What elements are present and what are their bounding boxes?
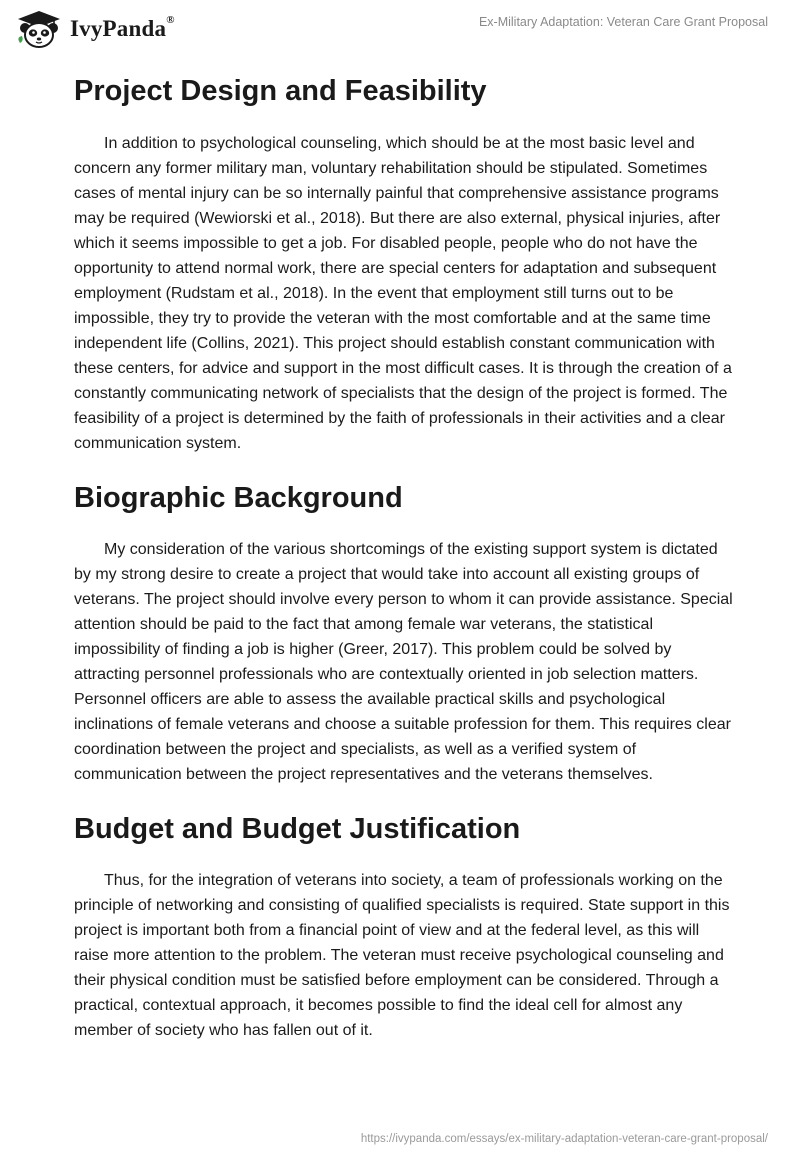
section-budget-justification: [74, 810, 734, 1043]
page-header: [0, 0, 800, 60]
section-heading: Project Design and Feasibility: [74, 75, 487, 107]
section-paragraph: In addition to psychological counseling, which should be at the most basic level and concern any former military man, voluntary rehabilitation should be stipulated. Sometimes cases of mental injury can be so internally painful that comprehensive assistance programs may be required (Wewiorski et al., 2018). But there are also external, physical injuries, after which it seems impossible to get a job. For disabled people, people who do not have the opportunity to attend normal work, there are special centers for adaptation and subsequent employment (Rudstam et al., 2018). In the event that employment still turns out to be impossible, they try to provide the veteran with the most comfortable and at the same time independent life (Collins, 2021). This project should establish constant communication with these centers, for advice and support in the most difficult cases. It is through the creation of a constantly communicating network of specialists that the design of the project is formed. The feasibility of a project is determined by the faith of professionals in their activities and a clear communication system.: [74, 135, 732, 452]
section-heading: Biographic Background: [74, 482, 403, 514]
ivypanda-logo[interactable]: [14, 10, 175, 48]
section-biographic-background: [74, 479, 734, 787]
section-project-design: [74, 72, 734, 456]
logo-text: IvyPanda®: [70, 14, 175, 41]
source-url-link[interactable]: https://ivypanda.com/essays/ex-military-adaptation-veteran-care-grant-proposal/: [360, 1133, 768, 1145]
document-title: Ex-Military Adaptation: Veteran Care Grant Proposal: [478, 15, 768, 29]
panda-graduate-icon: [14, 10, 64, 48]
essay-content: [74, 72, 734, 1043]
registered-mark: ®: [166, 14, 175, 27]
section-heading: Budget and Budget Justification: [74, 813, 521, 845]
section-paragraph: Thus, for the integration of veterans into society, a team of professionals working on the principle of networking and consisting of qualified specialists is required. State support in this project is important both from a financial point of view and at the federal level, as this will raise more attention to the problem. The veteran must receive psychological counseling and their physical condition must be satisfied before employment can be considered. Through a practical, contextual approach, it becomes possible to find the ideal cell for almost any member of society who has fallen out of it.: [74, 872, 730, 1039]
section-paragraph: My consideration of the various shortcomings of the existing support system is dictated by my strong desire to create a project that would take into account all existing groups of veterans. The project should involve every person to whom it can provide assistance. Special attention should be paid to the fact that among female war veterans, the statistical impossibility of finding a job is higher (Greer, 2017). This problem could be solved by attracting personnel professionals who are contextually oriented in job selection matters. Personnel officers are able to assess the available practical skills and psychological inclinations of female veterans and choose a suitable profession for them. This requires clear coordination between the project and specialists, as well as a verified system of communication between the project representatives and the veterans themselves.: [74, 541, 733, 783]
